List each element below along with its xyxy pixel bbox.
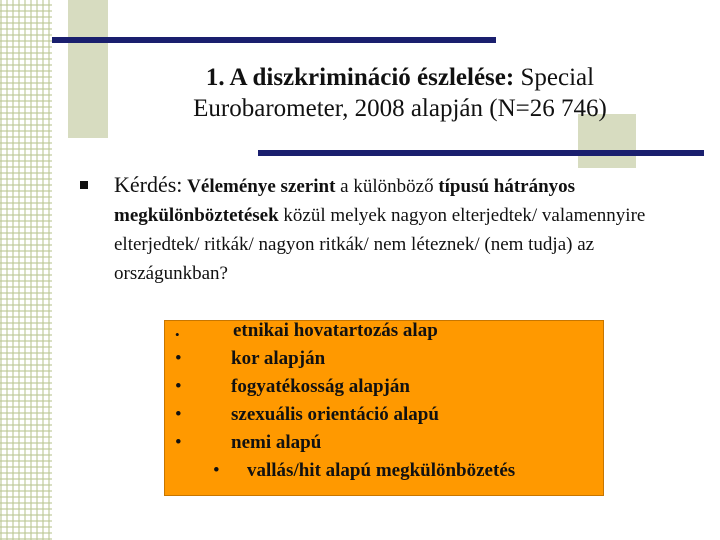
list-item: szexuális orientáció alapú [231,404,439,425]
question-bold-3: hátrányos megkülönböztetések [114,176,576,226]
left-pattern-decoration [0,0,52,540]
green-block-decoration [68,0,108,138]
question-text-1: a különböző [340,176,434,197]
list-item: etnikai hovatartozás alap [233,320,438,341]
bullet-dot-icon: • [175,404,182,425]
question-bold-2: típusú [438,176,490,197]
title-bold: 1. A diszkrimináció észlelése: [205,64,515,91]
list-item: vallás/hit alapú megkülönbözetés [247,460,516,481]
bullet-dot-icon: • [175,348,182,369]
question-paragraph [114,170,674,288]
list-item: kor alapján [231,348,326,369]
title-normal-1: Special [520,64,595,91]
bullet-dot-icon: • [175,376,182,397]
question-bold-1: Véleménye szerint [187,176,336,197]
top-accent-line [52,37,496,43]
slide-title [120,62,680,124]
bullet-dot-icon: • [175,327,180,342]
square-bullet-icon [80,181,88,189]
title-normal-2: Eurobarometer, 2008 alapján (N=26 746) [193,95,607,122]
bottom-accent-line [258,150,704,156]
bullet-dot-icon: • [175,432,182,453]
list-item: nemi alapú [231,432,322,453]
question-text-2: közül melyek nagyon elterjedtek/ valamennyire elterjedtek/ ritkák/ nagyon ritkák/ nem léteznek/ (nem tudja) az országunkban? [114,205,646,284]
question-label: Kérdés: [114,172,183,197]
bullet-dot-icon: • [213,460,220,481]
list-item: fogyatékosság alapján [231,376,410,397]
discrimination-types-box [164,320,604,496]
